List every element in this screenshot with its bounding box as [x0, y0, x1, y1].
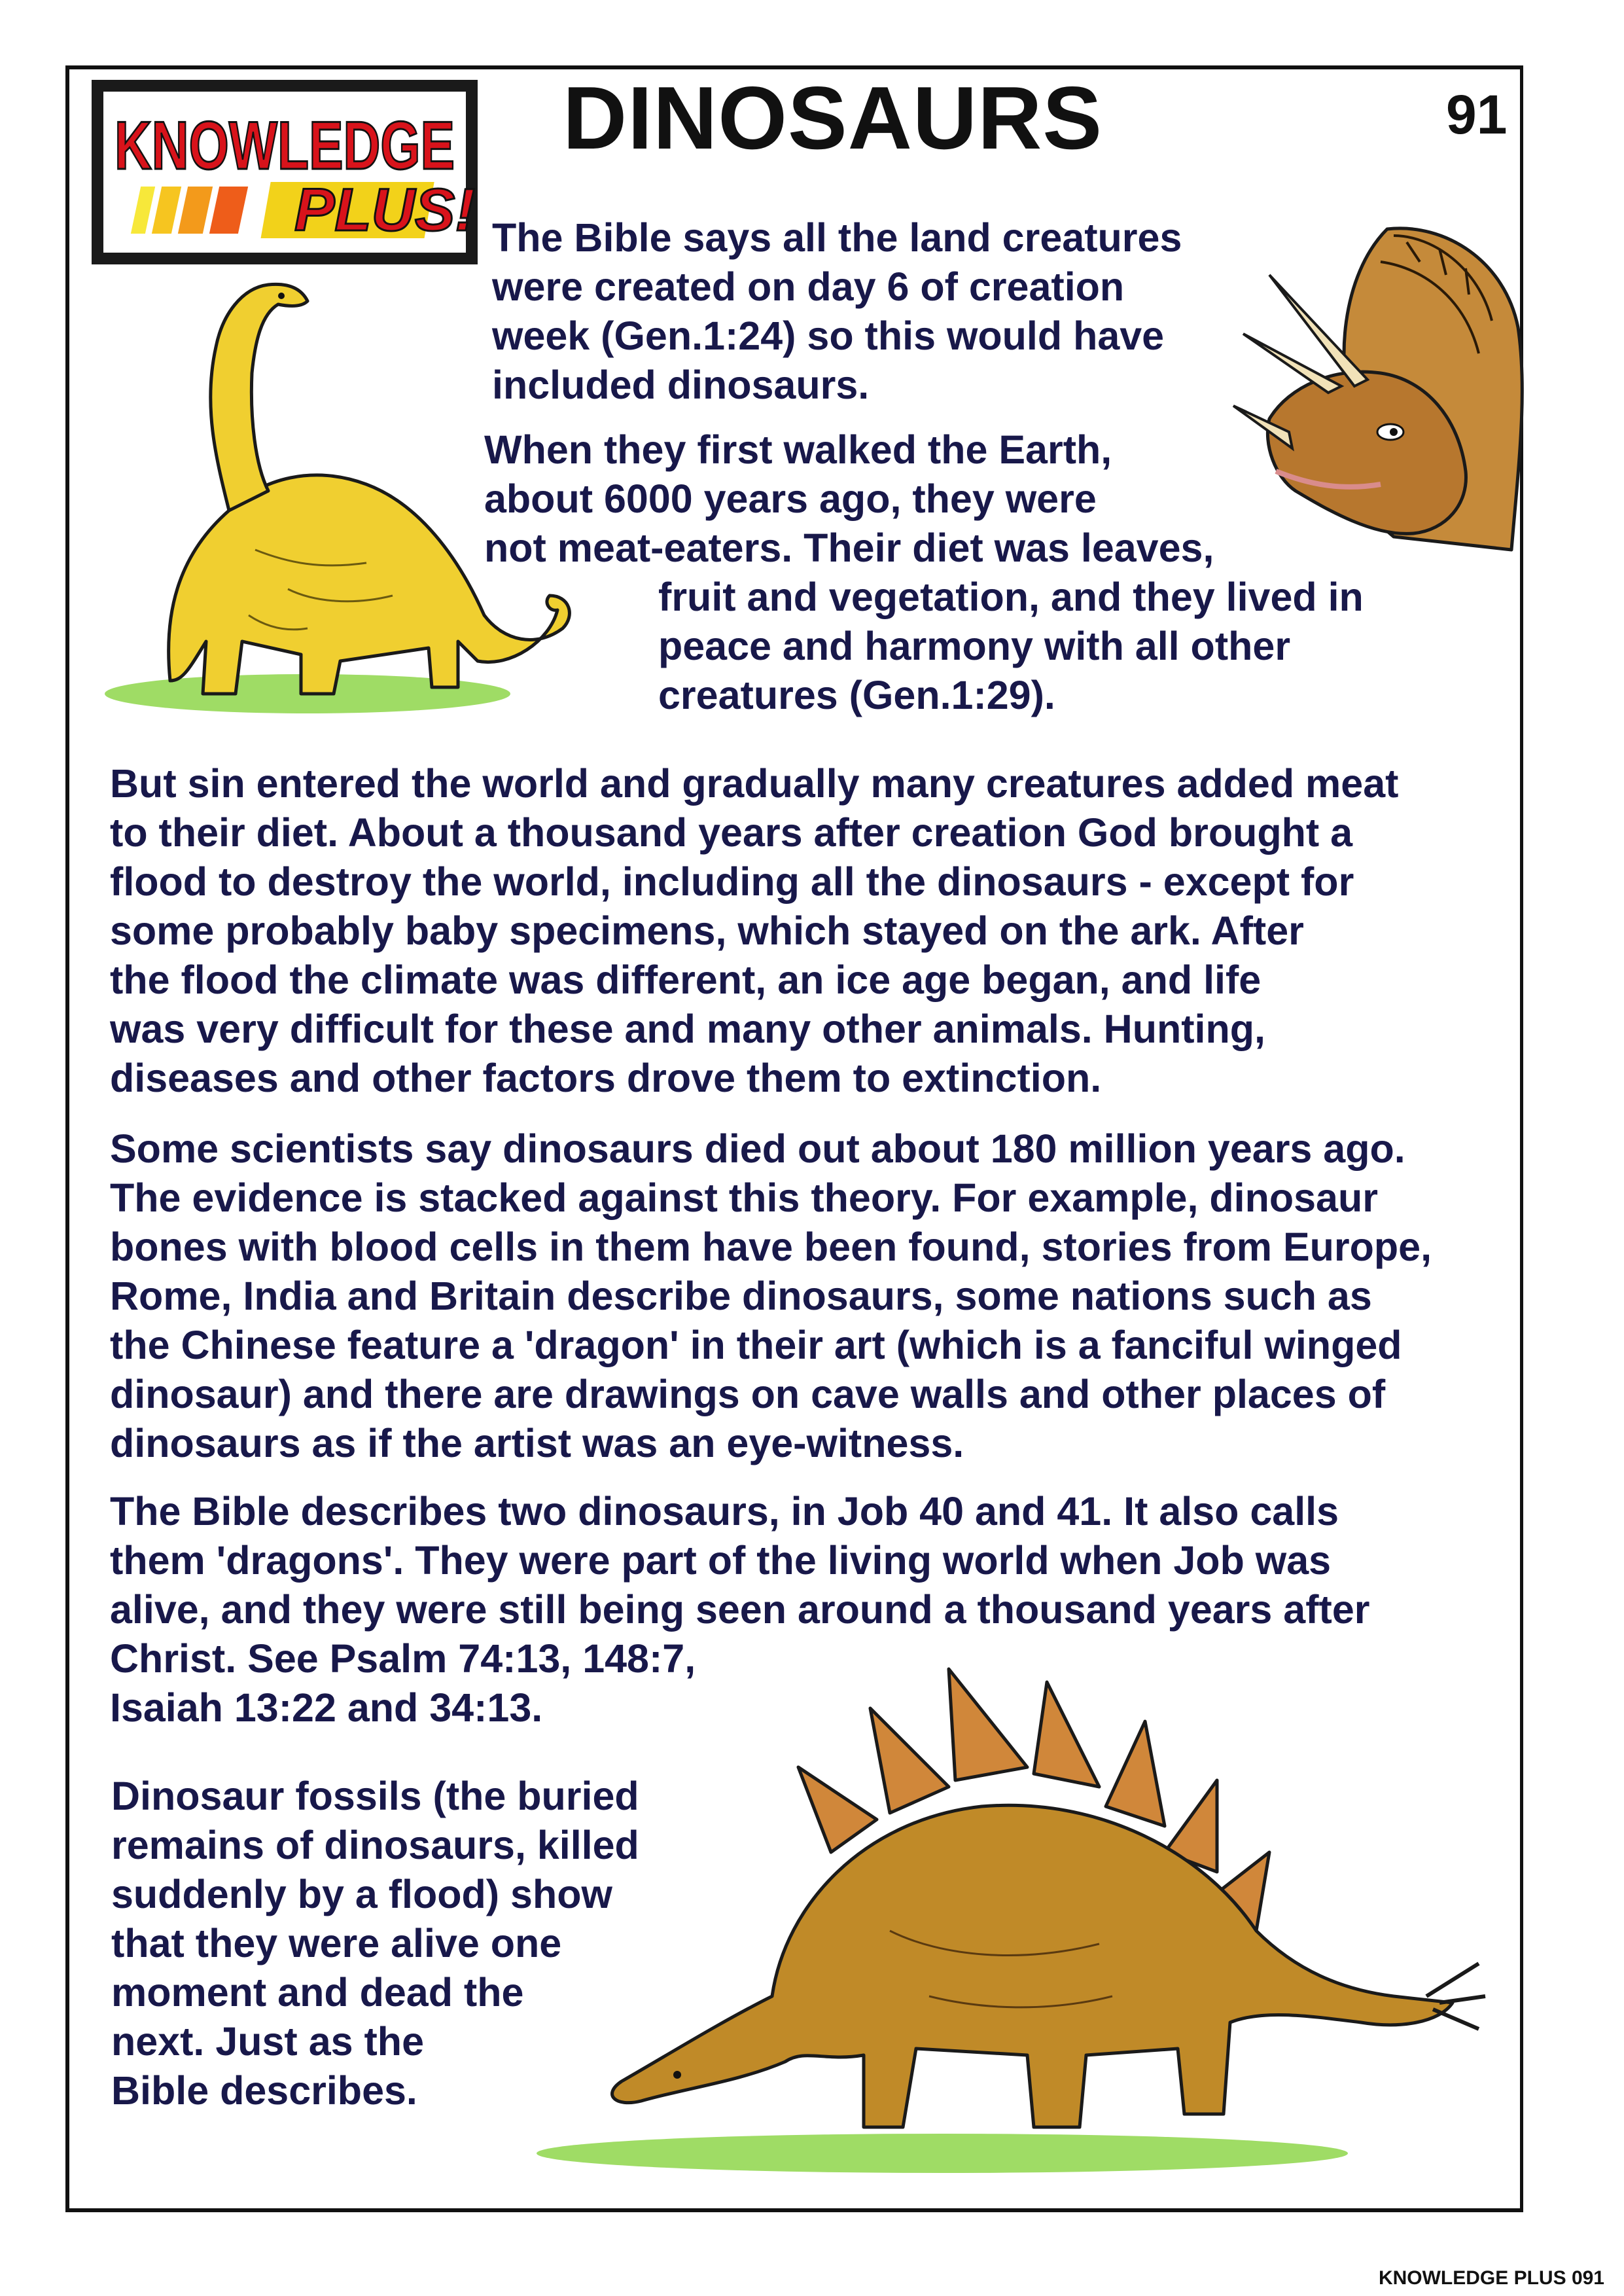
text-line: bones with blood cells in them have been found, stories from Europe, — [110, 1225, 1432, 1269]
text-line: peace and harmony with all other — [658, 624, 1291, 668]
page-title: DINOSAURS — [563, 68, 1103, 168]
text-line: the Chinese feature a 'dragon' in their art (which is a fanciful winged — [110, 1323, 1402, 1367]
stegosaurus-eye — [673, 2071, 681, 2079]
text-line: to their diet. About a thousand years after creation God brought a — [110, 810, 1353, 855]
text-line: that they were alive one — [111, 1921, 562, 1965]
text-line: were created on day 6 of creation — [492, 264, 1125, 309]
logo-text-plus: PLUS! — [294, 177, 475, 243]
text-line: Rome, India and Britain describe dinosaurs, some nations such as — [110, 1274, 1372, 1318]
text-line: The Bible says all the land creatures — [492, 215, 1182, 260]
text-line: The evidence is stacked against this theory. For example, dinosaur — [110, 1175, 1378, 1220]
text-line: the flood the climate was different, an ice age began, and life — [110, 958, 1262, 1002]
logo-text-knowledge: KNOWLEDGE — [115, 108, 455, 184]
page-number: 91 — [1446, 84, 1508, 145]
text-line: alive, and they were still being seen around a thousand years after — [110, 1587, 1370, 1632]
text-line: But sin entered the world and gradually many creatures added meat — [110, 761, 1399, 806]
body-paragraph-sin — [110, 759, 1398, 1103]
grass-patch — [537, 2134, 1348, 2173]
logo-artwork — [103, 92, 475, 253]
text-line: diseases and other factors drove them to extinction. — [110, 1056, 1102, 1100]
text-line: Christ. See Psalm 74:13, 148:7, — [110, 1636, 696, 1681]
text-line: next. Just as the — [111, 2019, 424, 2064]
text-line: Some scientists say dinosaurs died out about 180 million years ago. — [110, 1126, 1405, 1171]
text-line: The Bible describes two dinosaurs, in Job 40 and 41. It also calls — [110, 1489, 1339, 1534]
text-line: Dinosaur fossils (the buried — [111, 1774, 639, 1818]
text-line: not meat-eaters. Their diet was leaves, — [484, 526, 1214, 570]
text-line: about 6000 years ago, they were — [484, 476, 1097, 521]
text-line: week (Gen.1:24) so this would have — [492, 314, 1165, 358]
text-line: fruit and vegetation, and they lived in — [658, 575, 1364, 619]
stegosaurus-illustration — [523, 1656, 1505, 2179]
text-line: remains of dinosaurs, killed — [111, 1823, 639, 1867]
stegosaurus-body — [612, 1805, 1453, 2127]
intro-paragraph-2-continued — [658, 573, 1364, 720]
sauropod-eye — [278, 293, 285, 299]
text-line: creatures (Gen.1:29). — [658, 673, 1055, 717]
text-line: was very difficult for these and many other animals. Hunting, — [110, 1007, 1265, 1051]
text-line: some probably baby specimens, which stayed on the ark. After — [110, 908, 1304, 953]
triceratops-illustration — [1230, 223, 1531, 563]
text-line: flood to destroy the world, including all the dinosaurs - except for — [110, 859, 1354, 904]
knowledge-plus-logo — [92, 80, 478, 264]
text-line: When they first walked the Earth, — [484, 427, 1112, 472]
text-line: Isaiah 13:22 and 34:13. — [110, 1685, 543, 1730]
text-line: Bible describes. — [111, 2068, 417, 2113]
text-line: suddenly by a flood) show — [111, 1872, 612, 1916]
stegosaurus-tail-spikes — [1426, 1964, 1485, 2029]
footer-label: KNOWLEDGE PLUS 091 — [1378, 2267, 1604, 2289]
body-paragraph-scientists — [110, 1124, 1432, 1468]
triceratops-pupil — [1390, 428, 1398, 436]
text-line: them 'dragons'. They were part of the living world when Job was — [110, 1538, 1332, 1583]
text-line: moment and dead the — [111, 1970, 524, 2015]
sauropod-illustration — [92, 275, 602, 733]
text-line: dinosaurs as if the artist was an eye-witness. — [110, 1421, 964, 1465]
text-line: dinosaur) and there are drawings on cave walls and other places of — [110, 1372, 1386, 1416]
text-line: included dinosaurs. — [492, 363, 870, 407]
